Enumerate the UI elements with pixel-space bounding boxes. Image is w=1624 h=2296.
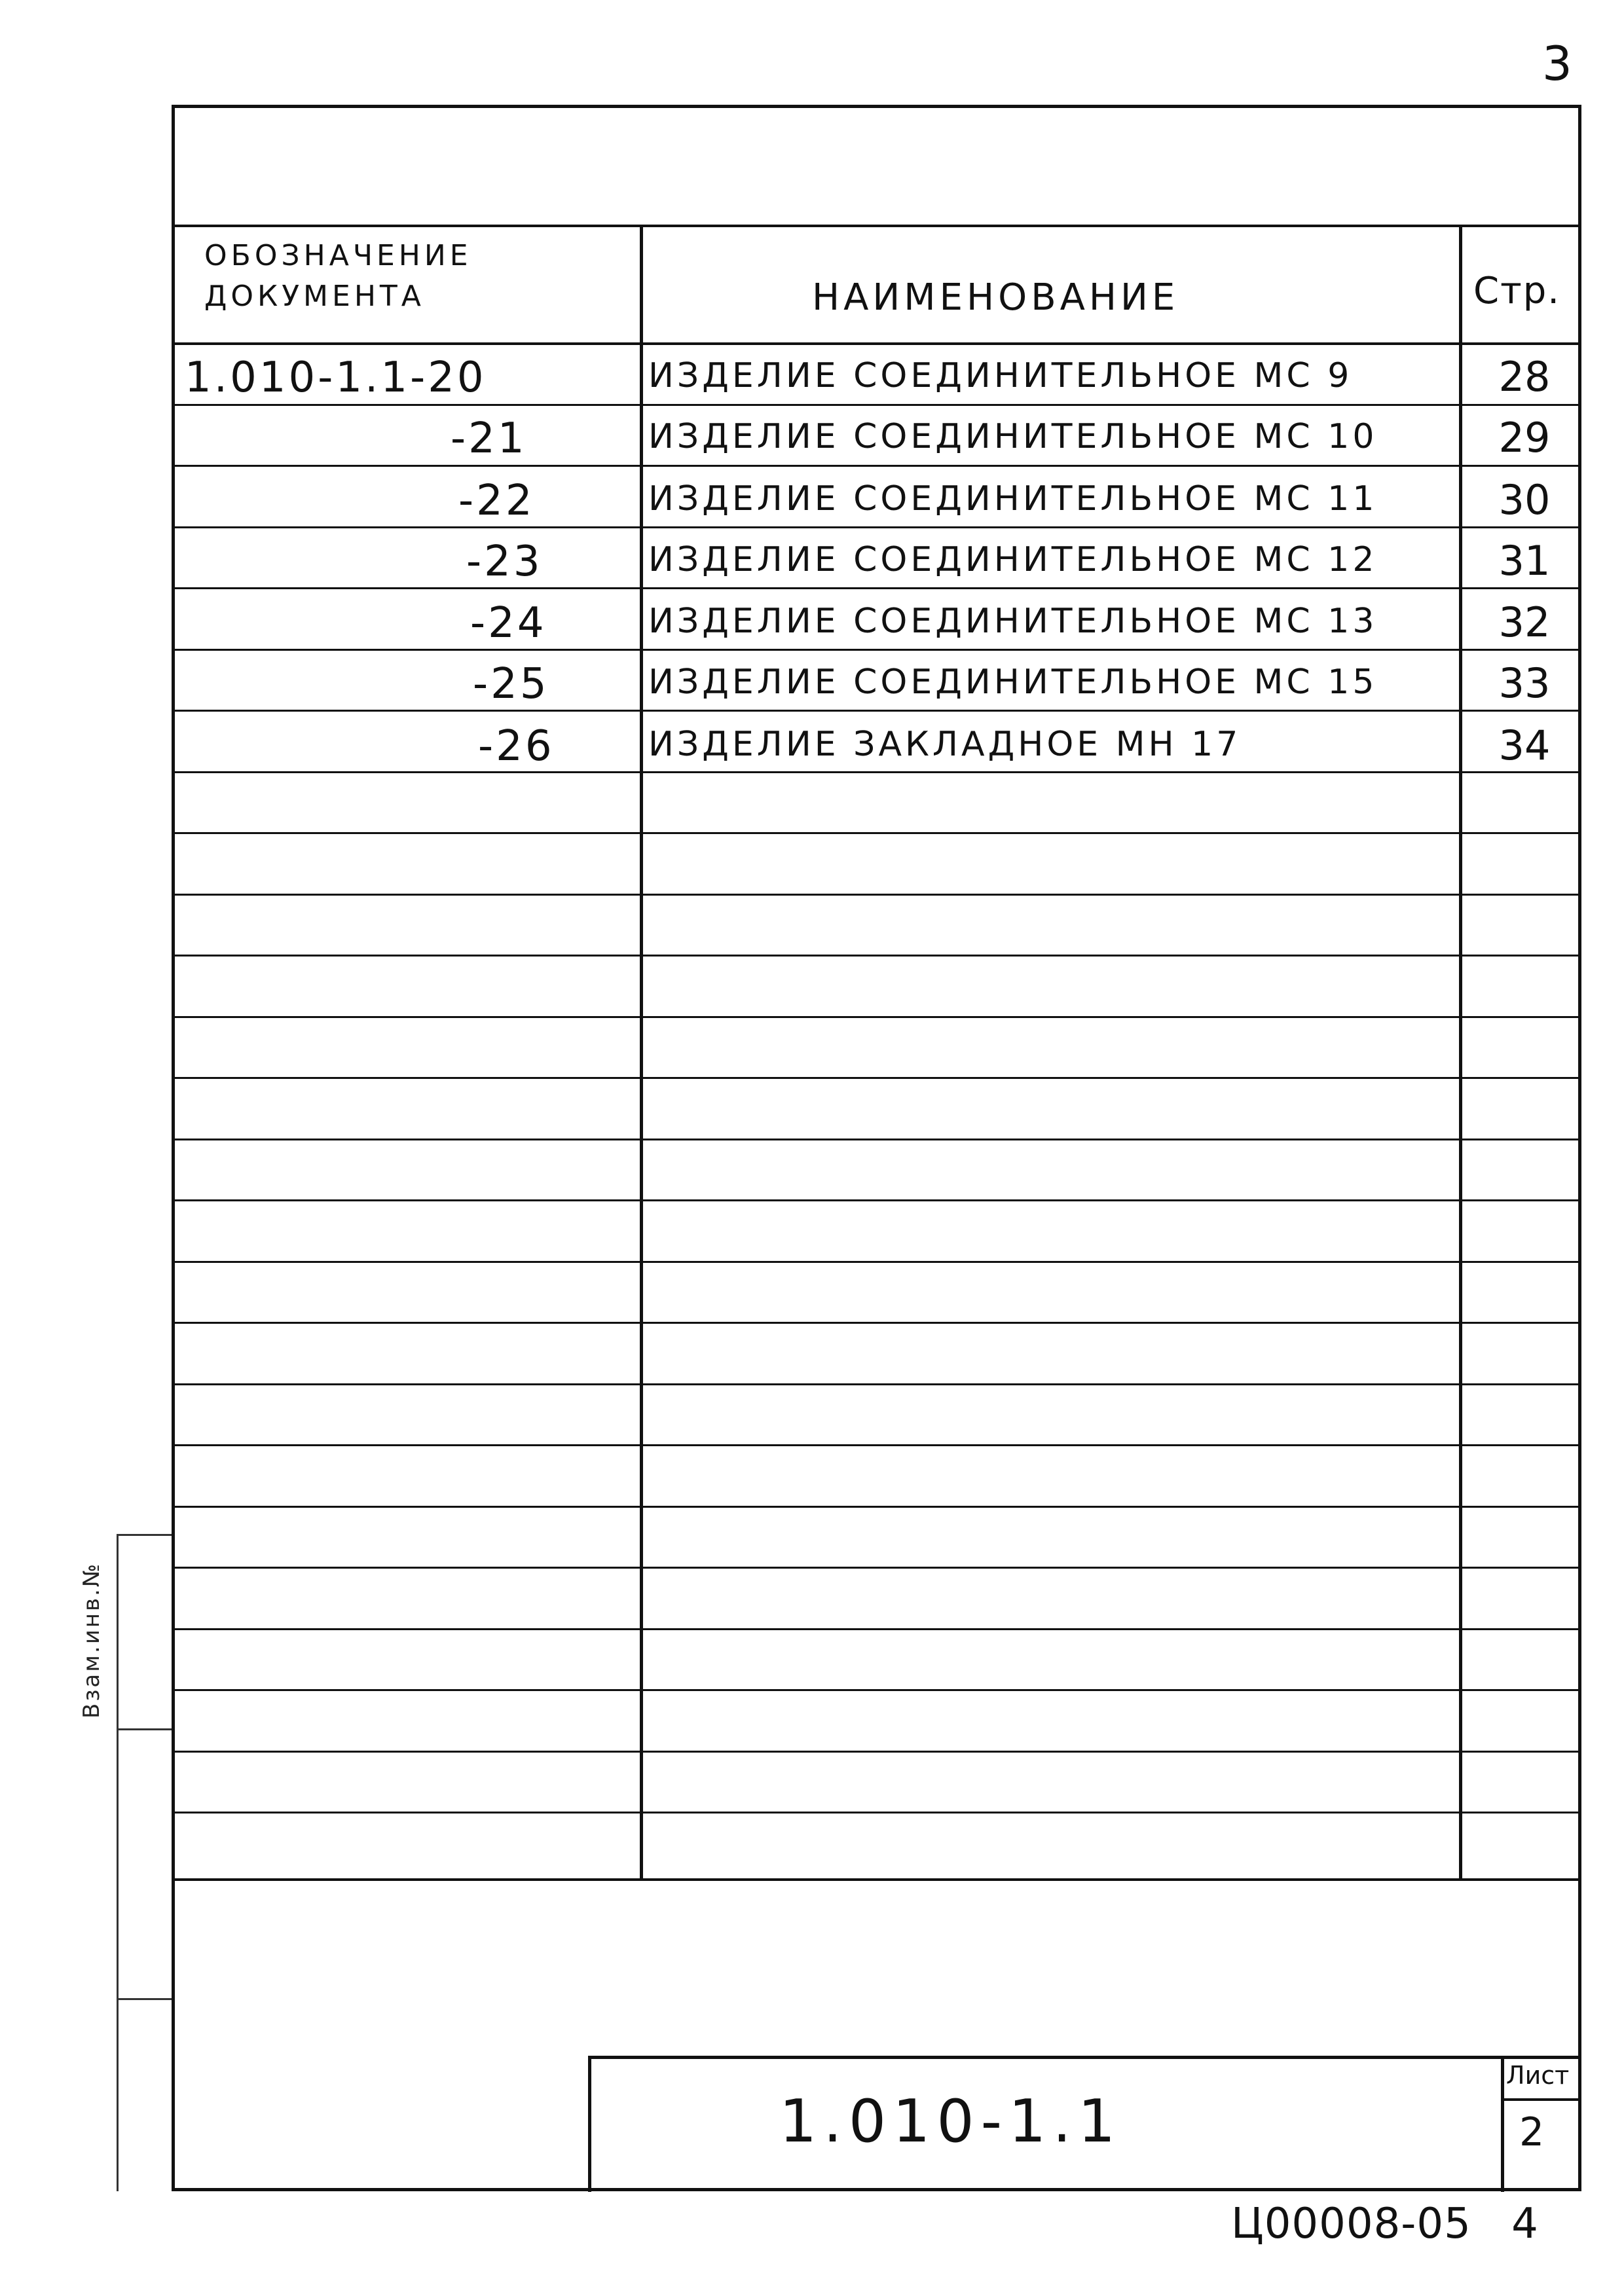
row-rule <box>172 1077 1581 1079</box>
row-rule <box>172 1628 1581 1630</box>
row-code: -22 <box>458 477 535 525</box>
row-rule <box>172 1689 1581 1691</box>
row-page: 28 <box>1498 353 1551 401</box>
page-number: 3 <box>1542 36 1572 91</box>
header-designation <box>204 236 472 317</box>
column-divider-2 <box>1459 225 1462 1881</box>
column-divider-1 <box>640 225 643 1881</box>
header-name: НАИМЕНОВАНИЕ <box>812 276 1179 319</box>
header-bottom-rule <box>172 342 1581 345</box>
margin-box-divider-1 <box>117 1534 172 1536</box>
sheet-box-divider <box>1501 2098 1581 2101</box>
archive-code <box>1231 2200 1539 2248</box>
row-code: -25 <box>473 660 549 708</box>
row-page: 32 <box>1498 598 1551 646</box>
row-rule <box>172 1383 1581 1385</box>
document-code: 1.010-1.1 <box>779 2087 1122 2156</box>
row-name: ИЗДЕЛИЕ СОЕДИНИТЕЛЬНОЕ МС 15 <box>648 663 1378 702</box>
header-designation-line1: ОБОЗНАЧЕНИЕ <box>204 239 472 272</box>
row-rule <box>172 1567 1581 1569</box>
header-top-rule <box>172 225 1581 227</box>
row-code: -23 <box>466 538 543 586</box>
sheet-number: 2 <box>1519 2109 1545 2155</box>
row-rule <box>172 1139 1581 1140</box>
header-designation-line2: ДОКУМЕНТА <box>204 280 425 313</box>
row-rule <box>172 1506 1581 1508</box>
row-rule <box>172 465 1581 467</box>
row-rule <box>172 1444 1581 1446</box>
row-rule <box>172 526 1581 528</box>
row-code: -26 <box>478 722 555 771</box>
row-rule <box>172 649 1581 651</box>
row-rule <box>172 1751 1581 1753</box>
margin-box-divider-2 <box>117 1728 172 1730</box>
row-rule <box>172 1261 1581 1263</box>
row-rule <box>172 404 1581 406</box>
archive-page: 4 <box>1511 2200 1539 2248</box>
row-page: 31 <box>1498 537 1551 585</box>
row-name: ИЗДЕЛИЕ СОЕДИНИТЕЛЬНОЕ МС 10 <box>648 417 1378 456</box>
row-rule <box>172 1812 1581 1813</box>
row-rule <box>172 1199 1581 1201</box>
table-bottom-rule <box>172 1878 1581 1881</box>
row-rule <box>172 587 1581 589</box>
row-rule <box>172 1016 1581 1018</box>
row-rule <box>172 1322 1581 1324</box>
row-rule <box>172 832 1581 834</box>
row-rule <box>172 710 1581 712</box>
margin-box-inner <box>117 1534 119 2191</box>
archive-code-text: Ц00008-05 <box>1231 2200 1471 2248</box>
row-rule <box>172 955 1581 957</box>
row-name: ИЗДЕЛИЕ СОЕДИНИТЕЛЬНОЕ МС 11 <box>648 479 1378 519</box>
row-name: ИЗДЕЛИЕ СОЕДИНИТЕЛЬНОЕ МС 12 <box>648 540 1378 579</box>
row-code: -24 <box>470 599 547 647</box>
row-page: 30 <box>1498 476 1551 524</box>
sheet-label: Лист <box>1506 2061 1570 2090</box>
row-name: ИЗДЕЛИЕ СОЕДИНИТЕЛЬНОЕ МС 13 <box>648 602 1378 641</box>
margin-box-divider-3 <box>117 1998 172 2000</box>
row-code: 1.010-1.1-20 <box>185 354 487 402</box>
row-page: 33 <box>1498 659 1551 707</box>
row-page: 29 <box>1498 414 1551 462</box>
row-code: -21 <box>451 414 527 463</box>
row-rule <box>172 771 1581 773</box>
row-name: ИЗДЕЛИЕ СОЕДИНИТЕЛЬНОЕ МС 9 <box>648 356 1353 395</box>
vzam-inv-label: Взам.инв.№ <box>79 1561 105 1719</box>
margin-box-outer <box>117 1534 172 2191</box>
row-page: 34 <box>1498 721 1551 769</box>
row-rule <box>172 894 1581 896</box>
header-page: Стр. <box>1473 270 1561 312</box>
row-name: ИЗДЕЛИЕ ЗАКЛАДНОЕ МН 17 <box>648 725 1242 764</box>
